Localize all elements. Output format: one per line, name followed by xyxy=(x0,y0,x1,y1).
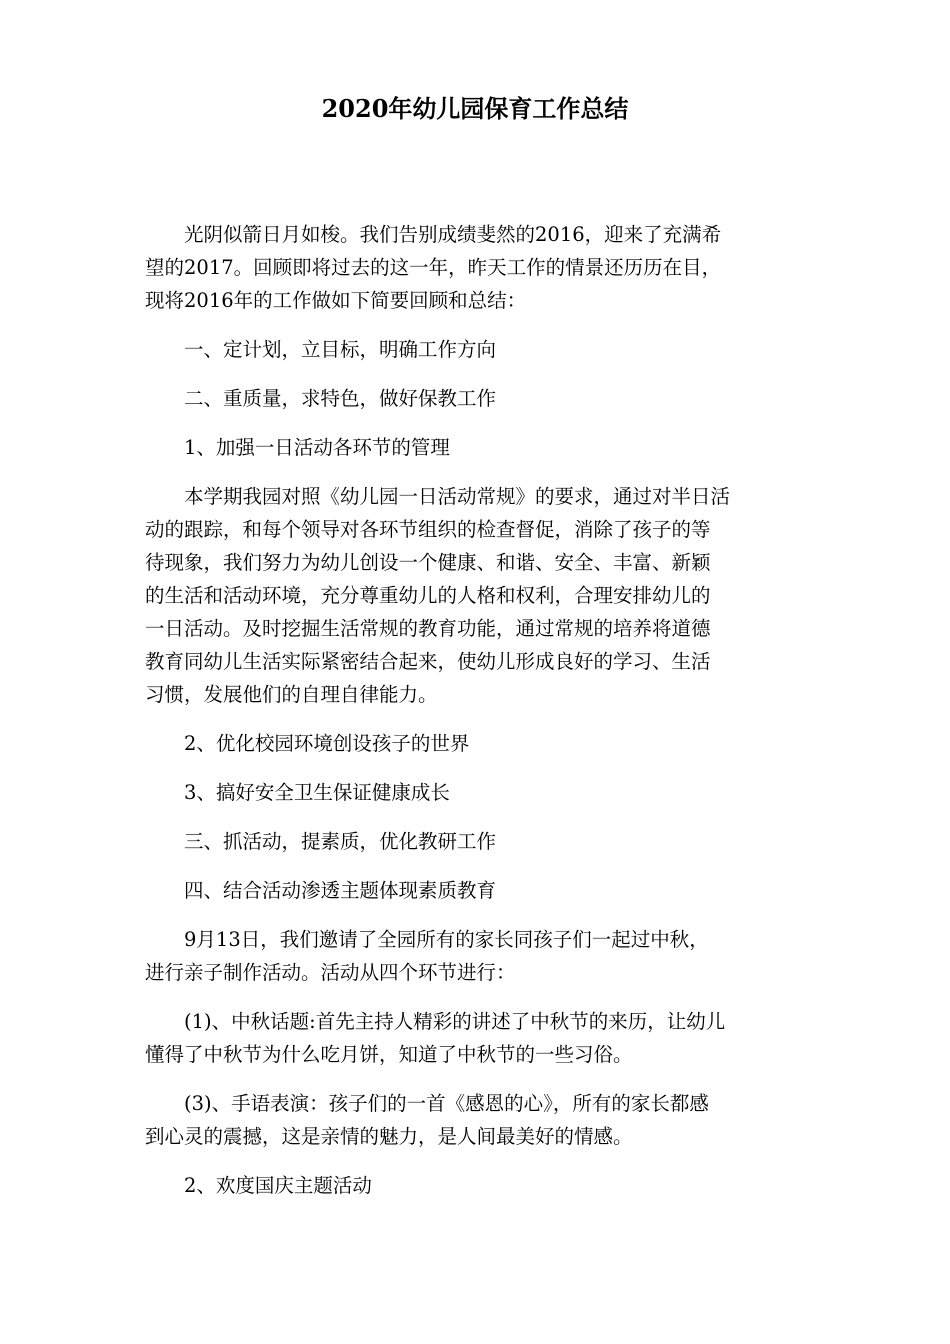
subsection-heading xyxy=(145,727,807,760)
text-line: 四、结合活动渗透主题体现素质教育 xyxy=(184,879,497,902)
section-heading xyxy=(145,874,807,907)
paragraph-sign-language xyxy=(145,1087,807,1153)
text-line: 9月13日，我们邀请了全园所有的家长同孩子们一起过中秋， xyxy=(184,928,709,951)
paragraph-intro xyxy=(145,218,807,317)
text-line: 习惯，发展他们的自理自律能力。 xyxy=(145,683,438,706)
section-heading xyxy=(145,825,807,858)
text-line: 2、欢度国庆主题活动 xyxy=(184,1174,372,1197)
text-line: 本学期我园对照《幼儿园一日活动常规》的要求，通过对半日活 xyxy=(184,485,731,508)
section-heading xyxy=(145,333,807,366)
text-line: 到心灵的震撼，这是亲情的魅力，是人间最美好的情感。 xyxy=(145,1125,633,1148)
paragraph-mid-autumn xyxy=(145,923,807,989)
text-line: 光阴似箭日月如梭。我们告别成绩斐然的2016，迎来了充满希 xyxy=(184,223,722,246)
text-line: 2、优化校园环境创设孩子的世界 xyxy=(184,732,470,755)
text-line: 懂得了中秋节为什么吃月饼，知道了中秋节的一些习俗。 xyxy=(145,1043,633,1066)
document-title: 2020年幼儿园保育工作总结 xyxy=(321,94,629,123)
text-line: 3、搞好安全卫生保证健康成长 xyxy=(184,781,450,804)
document-body xyxy=(145,218,807,1218)
text-line: 一日活动。及时挖掘生活常规的教育功能，通过常规的培养将道德 xyxy=(145,617,711,640)
text-line: 一、定计划，立目标，明确工作方向 xyxy=(184,338,497,361)
text-line: 望的2017。回顾即将过去的这一年，昨天工作的情景还历历在目， xyxy=(145,256,722,279)
text-line: 二、重质量，求特色，做好保教工作 xyxy=(184,387,497,410)
paragraph-mid-autumn-topic xyxy=(145,1005,807,1071)
text-line: (1)、中秋话题:首先主持人精彩的讲述了中秋节的来历，让幼儿 xyxy=(184,1010,726,1033)
text-line: 动的跟踪，和每个领导对各环节组织的检查督促，消除了孩子的等 xyxy=(145,518,711,541)
text-line: 三、抓活动，提素质，优化教研工作 xyxy=(184,830,497,853)
text-line: 教育同幼儿生活实际紧密结合起来，使幼儿形成良好的学习、生活 xyxy=(145,650,711,673)
text-line: 的生活和活动环境，充分尊重幼儿的人格和权利，合理安排幼儿的 xyxy=(145,584,711,607)
text-line: 进行亲子制作活动。活动从四个环节进行： xyxy=(145,961,516,984)
subsection-heading xyxy=(145,776,807,809)
paragraph-daily-activities xyxy=(145,480,807,711)
subsection-heading xyxy=(145,1169,807,1202)
text-line: 待现象，我们努力为幼儿创设一个健康、和谐、安全、丰富、新颖 xyxy=(145,551,711,574)
text-line: 现将2016年的工作做如下简要回顾和总结： xyxy=(145,289,527,312)
text-line: 1、加强一日活动各环节的管理 xyxy=(184,436,450,459)
text-line: (3)、手语表演：孩子们的一首《感恩的心》，所有的家长都感 xyxy=(184,1092,709,1115)
section-heading xyxy=(145,382,807,415)
subsection-heading xyxy=(145,431,807,464)
